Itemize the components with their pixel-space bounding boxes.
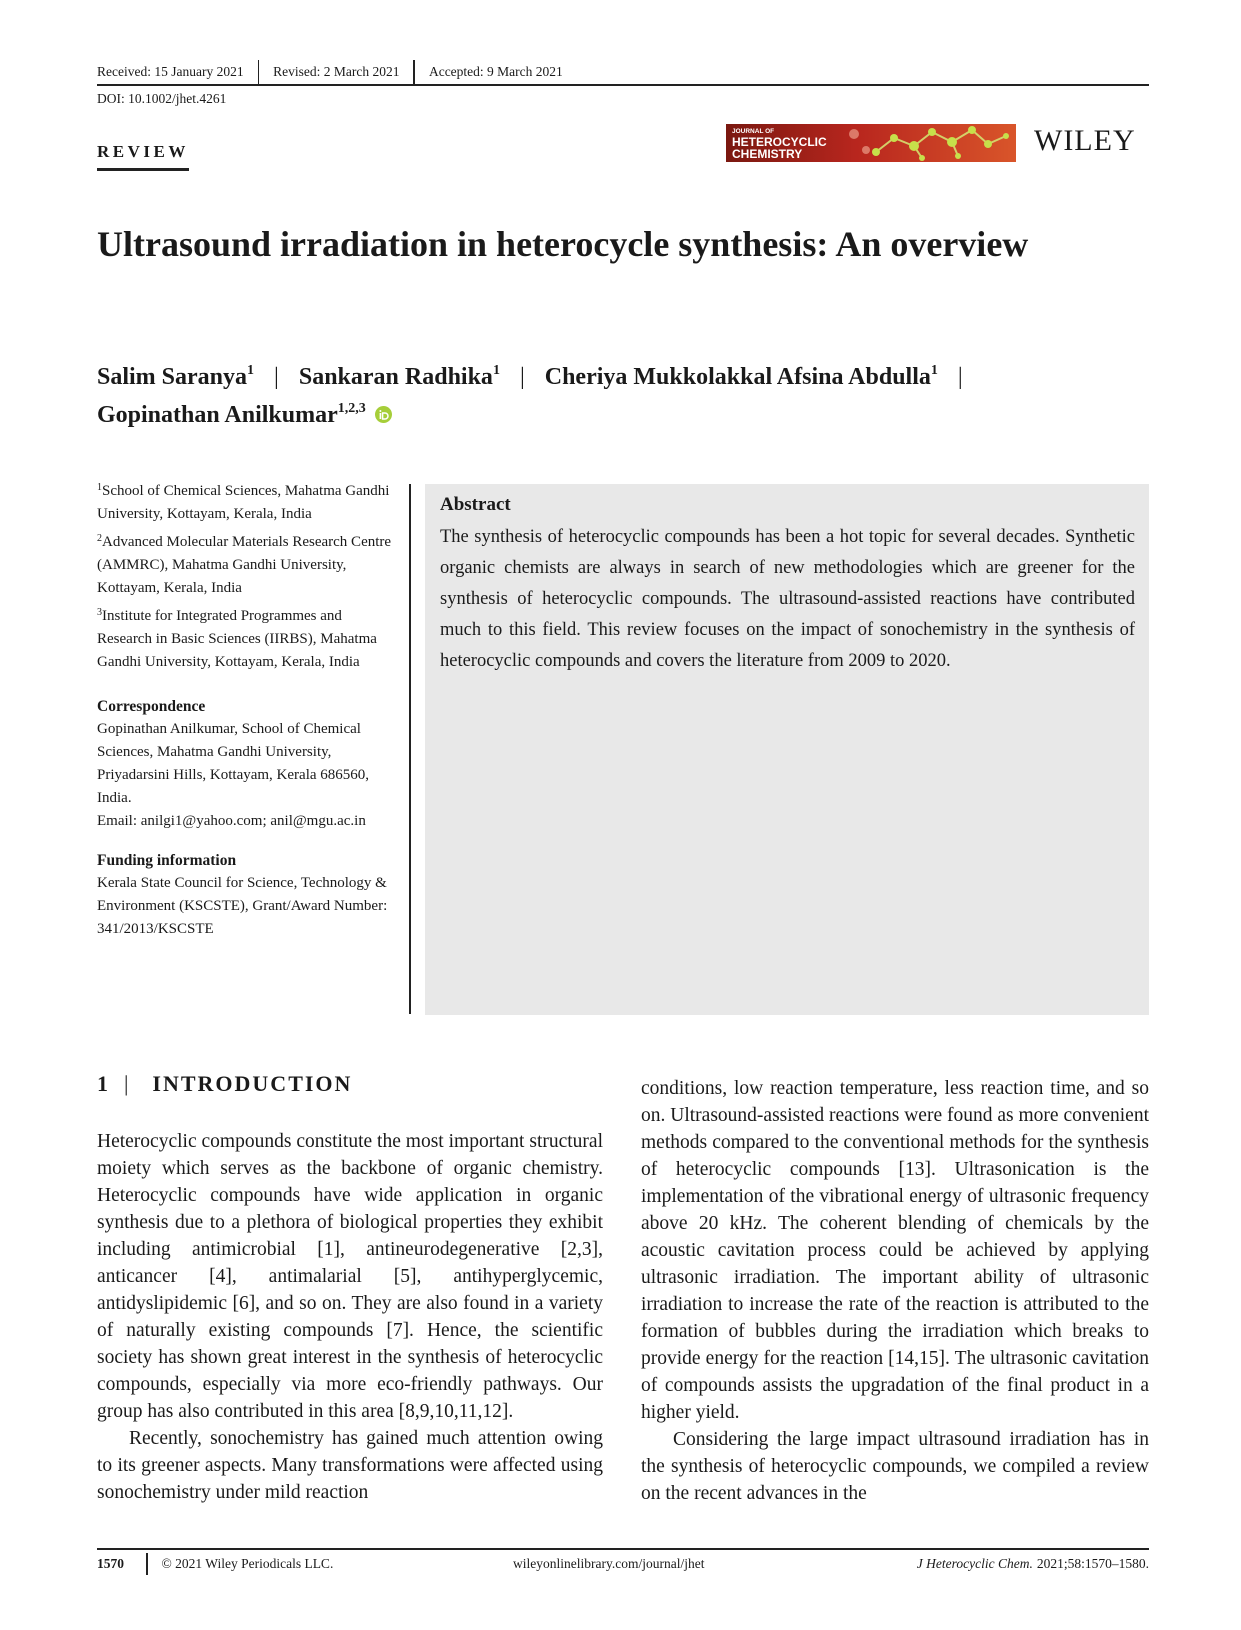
paragraph: Heterocyclic compounds constitute the most important structural moiety which serves as the backbone of organic chemistry. Heterocyclic compounds have wide application in organic synthesis due to a plethora of biological properties they exhibit including antimicrobial [1], antineurodegenerative [2,3], anticancer [4], antimalarial [5], antihyperglycemic, antidyslipidemic [6], and so on. They are also found in a variety of naturally existing compounds [7]. Hence, the scientific society has shown great interest in the synthesis of heterocyclic compounds, especially via more eco-friendly pathways. Our group has also contributed in this area [8,9,10,11,12]. [97, 1131, 603, 1422]
author[interactable]: Cheriya Mukkolakkal Afsina Abdulla$^1$ [544, 363, 938, 390]
author-separator: | [957, 364, 963, 390]
footer-rule [97, 1548, 1149, 1550]
affiliation: $^1$School of Chemical Sciences, Mahatma Gandhi University, Kottayam, Kerala, India [97, 482, 390, 522]
section-number: 1 [97, 1071, 110, 1096]
paragraph: Recently, sonochemistry has gained much attention owing to its greener aspects. Many transformations were affected using sonochemistry under mild reaction [97, 1428, 603, 1503]
page-number: 1570 [97, 1556, 124, 1571]
article-info [97, 480, 397, 941]
correspondence-heading: Correspondence [97, 698, 206, 715]
correspondence-email[interactable]: Email: anilgi1@yahoo.com; anil@mgu.ac.in [97, 813, 366, 829]
correspondence-text: Gopinathan Anilkumar, School of Chemical Sciences, Mahatma Gandhi University, Priyadarsini Hills, Kottayam, Kerala 686560, India. [97, 721, 370, 806]
citation [917, 1552, 1149, 1576]
dates-bar [97, 60, 1149, 84]
author-separator: | [274, 364, 279, 390]
journal-logo[interactable] [726, 124, 1016, 162]
body-column-left [97, 1128, 603, 1506]
funding-text: Kerala State Council for Science, Technology & Environment (KSCSTE), Grant/Award Number: 341/2013/KSCSTE [97, 875, 388, 937]
publisher-logo[interactable]: WILEY [1034, 124, 1136, 157]
journal-url[interactable]: wileyonlinelibrary.com/journal/jhet [513, 1556, 705, 1571]
volume-pages: 2021;58:1570–1580. [1036, 1556, 1149, 1571]
author-list [97, 358, 1157, 434]
affiliation: $^2$Advanced Molecular Materials Research Centre (AMMRC), Mahatma Gandhi University, Kottayam, Kerala, India [97, 533, 392, 596]
abstract-heading: Abstract [440, 494, 511, 515]
author[interactable]: Salim Saranya$^1$ [97, 363, 255, 390]
column-divider [409, 484, 411, 1014]
section-heading [97, 1071, 352, 1097]
abstract-text: The synthesis of heterocyclic compounds has been a hot topic for several decades. Synthetic organic chemists are always in search of new methodologies which are greener for the synthesis of heterocyclic compounds. The ultrasound-assisted reactions have contributed much to this field. This review focuses on the impact of sonochemistry in the synthesis of heterocyclic compounds and covers the literature from 2009 to 2020. [440, 527, 1135, 671]
received-date: Received: 15 January 2021 [97, 64, 244, 79]
journal-abbrev: J Heterocyclic Chem. [916, 1556, 1033, 1571]
header-rule [97, 84, 1149, 86]
abstract-box [425, 484, 1149, 1015]
author-separator: | [519, 364, 525, 390]
funding-heading: Funding information [97, 852, 237, 869]
author[interactable]: Sankaran Radhika$^1$ [298, 363, 500, 390]
logo-line-1: JOURNAL OF [732, 128, 775, 135]
divider [258, 60, 260, 84]
paragraph: Considering the large impact ultrasound irradiation has in the synthesis of heterocyclic compounds, we compiled a review on the recent advances in the [641, 1429, 1149, 1504]
divider: | [124, 1071, 131, 1096]
logo-line-3: CHEMISTRY [732, 147, 803, 161]
paragraph: conditions, low reaction temperature, less reaction time, and so on. Ultrasound-assisted reactions were found as more convenient methods compared to the conventional methods for the synthesis of heterocyclic compounds [13]. Ultrasonication is the implementation of the vibrational energy of ultrasonic frequency above 20 kHz. The coherent blending of chemicals by the acoustic cavitation process could be achieved by applying ultrasonic irradiation. The important ability of ultrasonic irradiation to increase the rate of the reaction is attributed to the formation of bubbles during the irradiation which breaks to provide energy for the reaction [14,15]. The ultrasonic cavitation of compounds assists the upgradation of the final product in a higher yield. [641, 1078, 1149, 1423]
orcid-icon[interactable] [375, 397, 392, 414]
copyright: © 2021 Wiley Periodicals LLC. [161, 1556, 334, 1571]
footer-left [97, 1552, 333, 1576]
section-title: INTRODUCTION [152, 1071, 353, 1096]
author[interactable]: Gopinathan Anilkumar$^{1,2,3}$ [97, 401, 366, 428]
affiliation: $^3$Institute for Integrated Programmes and Research in Basic Sciences (IIRBS), Mahatma Gandhi University, Kottayam, Kerala, India [97, 607, 377, 670]
divider [413, 60, 415, 84]
logo-line-2: HETEROCYCLIC [732, 135, 827, 149]
divider [146, 1553, 148, 1575]
accepted-date: Accepted: 9 March 2021 [428, 64, 563, 79]
article-title: Ultrasound irradiation in heterocycle synthesis: An overview [97, 224, 1029, 264]
article-type: REVIEW [97, 142, 189, 171]
body-column-right [641, 1075, 1149, 1507]
revised-date: Revised: 2 March 2021 [273, 64, 400, 79]
doi[interactable]: DOI: 10.1002/jhet.4261 [97, 91, 227, 106]
